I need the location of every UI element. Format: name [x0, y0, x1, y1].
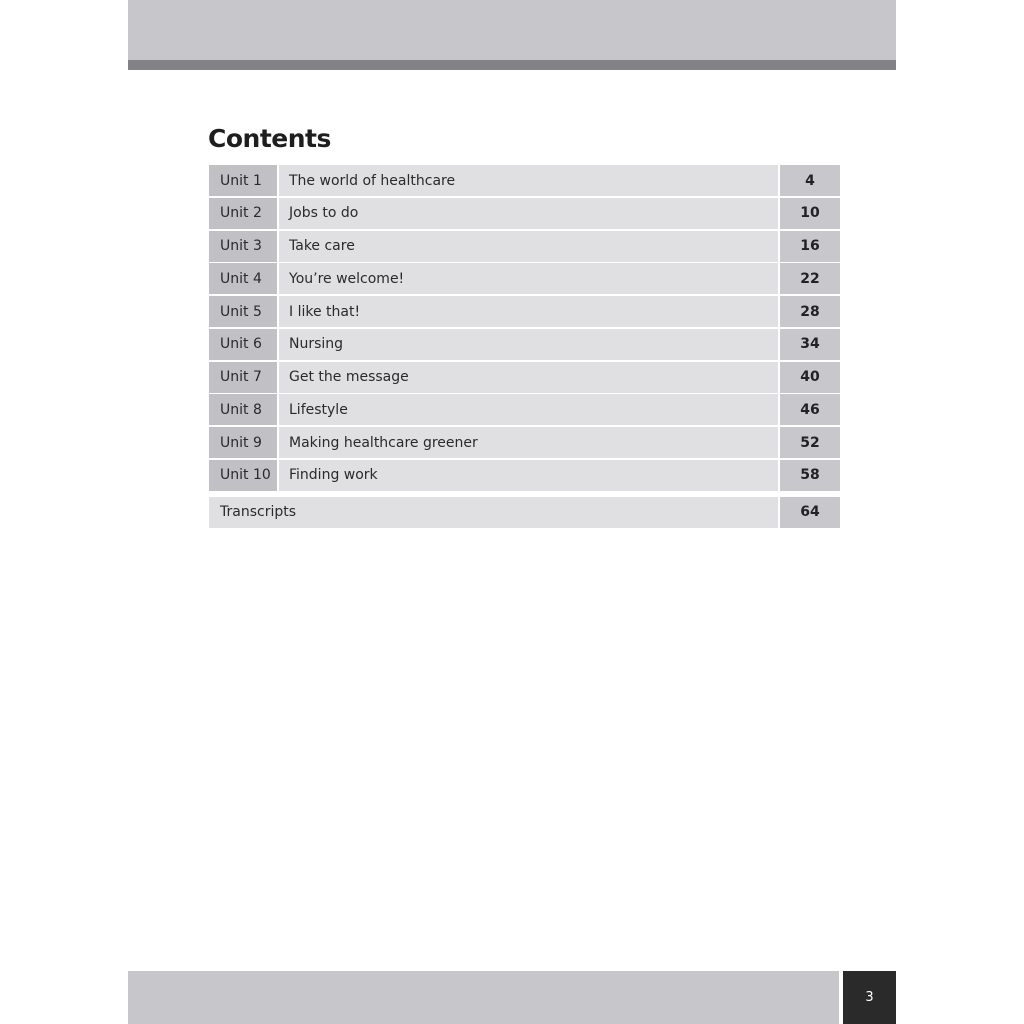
- toc-row-unit-3[interactable]: [209, 231, 840, 262]
- unit-title: Get the message: [279, 362, 778, 393]
- unit-title: Finding work: [279, 460, 778, 491]
- page-number: 58: [780, 460, 840, 491]
- page-number: 52: [780, 427, 840, 458]
- toc-row-unit-9[interactable]: [209, 427, 840, 458]
- page-number: 46: [780, 394, 840, 425]
- footer-band: [128, 971, 839, 1024]
- toc-row-unit-5[interactable]: [209, 296, 840, 327]
- unit-title: Jobs to do: [279, 198, 778, 229]
- page-number: 4: [780, 165, 840, 196]
- page-number: 16: [780, 231, 840, 262]
- unit-title: Nursing: [279, 329, 778, 360]
- unit-title: The world of healthcare: [279, 165, 778, 196]
- toc-row-unit-2[interactable]: [209, 198, 840, 229]
- toc-row-unit-6[interactable]: [209, 329, 840, 360]
- unit-title: You’re welcome!: [279, 263, 778, 294]
- unit-title: Lifestyle: [279, 394, 778, 425]
- unit-label: Unit 9: [209, 427, 277, 458]
- unit-label: Unit 1: [209, 165, 277, 196]
- unit-label: Unit 7: [209, 362, 277, 393]
- page-title: Contents: [208, 124, 331, 153]
- unit-label: Unit 5: [209, 296, 277, 327]
- unit-label: Unit 6: [209, 329, 277, 360]
- unit-label: Unit 10: [209, 460, 277, 491]
- transcripts-title: Transcripts: [209, 497, 778, 528]
- page-number: 28: [780, 296, 840, 327]
- unit-title: I like that!: [279, 296, 778, 327]
- toc-row-unit-1[interactable]: [209, 165, 840, 196]
- toc-row-unit-4[interactable]: [209, 263, 840, 294]
- unit-label: Unit 2: [209, 198, 277, 229]
- page-number: 10: [780, 198, 840, 229]
- page-number: 34: [780, 329, 840, 360]
- table-of-contents: [209, 165, 840, 530]
- toc-row-unit-10[interactable]: [209, 460, 840, 491]
- header-rule: [128, 60, 896, 70]
- unit-title: Take care: [279, 231, 778, 262]
- toc-row-transcripts[interactable]: [209, 497, 840, 528]
- page-number: 22: [780, 263, 840, 294]
- unit-title: Making healthcare greener: [279, 427, 778, 458]
- header-band: [128, 0, 896, 60]
- footer-page-number: 3: [865, 990, 874, 1005]
- page-number: 64: [780, 497, 840, 528]
- unit-label: Unit 3: [209, 231, 277, 262]
- unit-label: Unit 8: [209, 394, 277, 425]
- toc-row-unit-8[interactable]: [209, 394, 840, 425]
- unit-label: Unit 4: [209, 263, 277, 294]
- toc-row-unit-7[interactable]: [209, 362, 840, 393]
- page-number: 40: [780, 362, 840, 393]
- footer-page-number-box: [843, 971, 896, 1024]
